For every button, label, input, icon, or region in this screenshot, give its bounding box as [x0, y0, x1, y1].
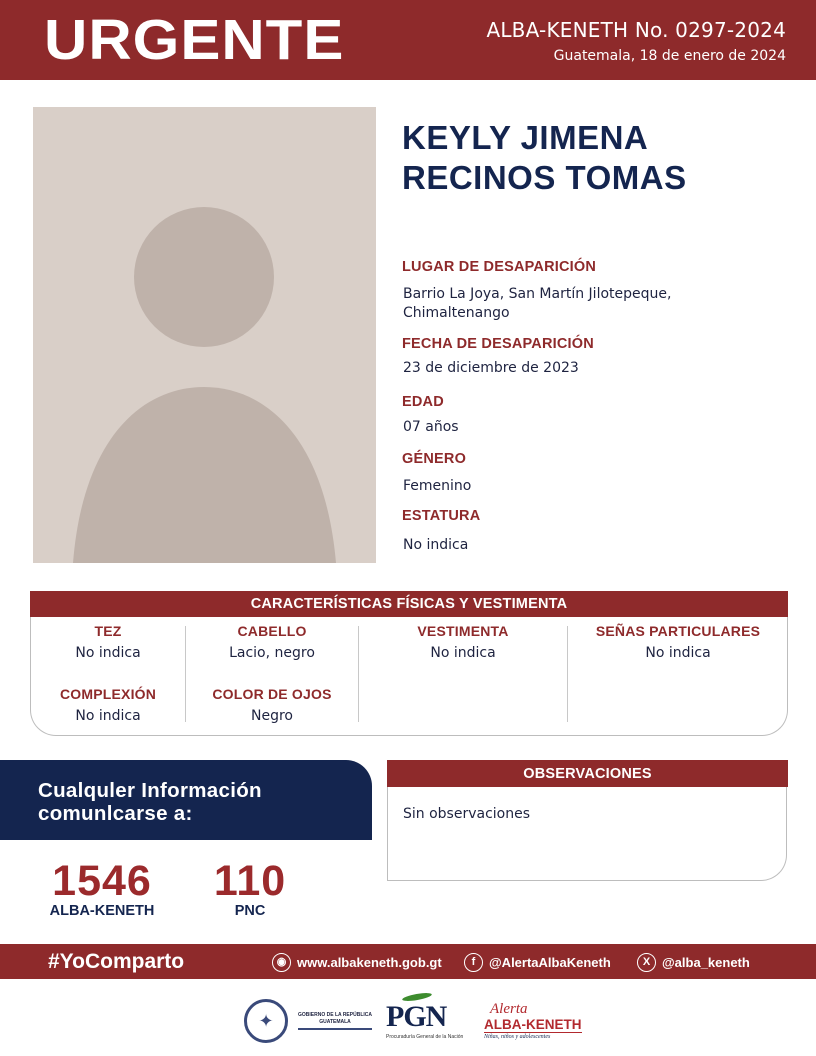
web-icon: ◉: [272, 953, 291, 972]
value-lugar-desaparicion: [403, 285, 793, 323]
person-name: [402, 118, 687, 198]
label-vestimenta: VESTIMENTA: [417, 623, 509, 639]
value-color-ojos: Negro: [251, 708, 293, 724]
facebook-handle: @AlertaAlbaKeneth: [489, 954, 611, 970]
ak-subtitle: Niñas, niños y adolescentes: [484, 1034, 551, 1040]
phone-alba-keneth[interactable]: 1546: [52, 857, 152, 905]
observations-title: OBSERVACIONES: [387, 760, 788, 787]
ak-name-text: ALBA-KENETH: [484, 1017, 582, 1032]
case-number: ALBA-KENETH No. 0297-2024: [486, 18, 786, 42]
value-estatura: No indica: [403, 537, 469, 553]
alba-keneth-logo: [484, 994, 582, 1048]
value-senas-particulares: No indica: [645, 645, 711, 661]
label-cabello: CABELLO: [237, 623, 307, 639]
urgent-title: URGENTE: [44, 7, 345, 72]
pgn-logo: [386, 994, 463, 1048]
x-handle: @alba_keneth: [662, 954, 750, 970]
gov-line-2: GUATEMALA: [319, 1019, 351, 1025]
char-column-3: [359, 620, 567, 664]
lugar-line-1: Barrio La Joya, San Martín Jilotepeque,: [403, 286, 672, 302]
observations-text: Sin observaciones: [403, 806, 531, 822]
value-edad: 07 años: [403, 419, 459, 435]
missing-person-photo: [33, 107, 376, 563]
label-lugar-desaparicion: LUGAR DE DESAPARICIÓN: [402, 259, 597, 275]
label-estatura: ESTATURA: [402, 508, 481, 524]
label-complexion: COMPLEXIÓN: [59, 686, 157, 702]
characteristics-title: CARACTERÍSTICAS FÍSICAS Y VESTIMENTA: [30, 591, 788, 617]
contact-line-1: Cualquler Información: [38, 779, 262, 802]
coat-of-arms-icon: ✦: [244, 999, 288, 1043]
label-fecha-desaparicion: FECHA DE DESAPARICIÓN: [402, 336, 594, 352]
pgn-subtitle: Procuraduría General de la Nación: [386, 1034, 464, 1040]
hashtag: #YoComparto: [48, 950, 185, 973]
value-tez: No indica: [75, 645, 141, 661]
char-column-2: [186, 620, 358, 727]
phone-label-alba-keneth: ALBA-KENETH: [49, 903, 155, 919]
label-tez: TEZ: [94, 623, 122, 639]
value-cabello: Lacio, negro: [229, 645, 315, 661]
website-text: www.albakeneth.gob.gt: [297, 954, 442, 970]
ak-alerta-text: Alerta: [490, 1001, 528, 1017]
phone-pnc[interactable]: 110: [213, 857, 287, 905]
pgn-text: PGN: [386, 1000, 447, 1033]
header-banner: [0, 0, 816, 80]
pgn-wordmark: [386, 1002, 446, 1032]
facebook-icon: f: [464, 953, 483, 972]
government-text: [298, 1012, 372, 1030]
name-line-2: RECINOS TOMAS: [402, 159, 687, 196]
char-column-1: [30, 620, 186, 727]
value-fecha-desaparicion: 23 de diciembre de 2023: [403, 360, 579, 376]
x-icon: X: [637, 953, 656, 972]
contact-prompt: [38, 779, 262, 825]
value-complexion: No indica: [75, 708, 141, 724]
government-logo: [244, 994, 372, 1048]
lugar-line-2: Chimaltenango: [403, 305, 510, 321]
facebook-link[interactable]: [464, 951, 611, 973]
photo-placeholder-icon: [33, 107, 376, 563]
value-vestimenta: No indica: [430, 645, 496, 661]
issue-date: Guatemala, 18 de enero de 2024: [553, 48, 786, 64]
label-color-ojos: COLOR DE OJOS: [212, 686, 332, 702]
contact-line-2: comunlcarse a:: [38, 802, 193, 825]
website-link[interactable]: [272, 951, 442, 973]
gov-line-1: GOBIERNO DE LA REPÚBLICA: [298, 1012, 372, 1018]
label-genero: GÉNERO: [402, 451, 467, 467]
char-column-4: [568, 620, 788, 664]
label-edad: EDAD: [402, 394, 444, 410]
label-senas-particulares: SEÑAS PARTICULARES: [595, 623, 761, 639]
x-link[interactable]: [637, 951, 750, 973]
name-line-1: KEYLY JIMENA: [402, 119, 649, 156]
value-genero: Femenino: [403, 478, 472, 494]
phone-label-pnc: PNC: [234, 903, 266, 919]
